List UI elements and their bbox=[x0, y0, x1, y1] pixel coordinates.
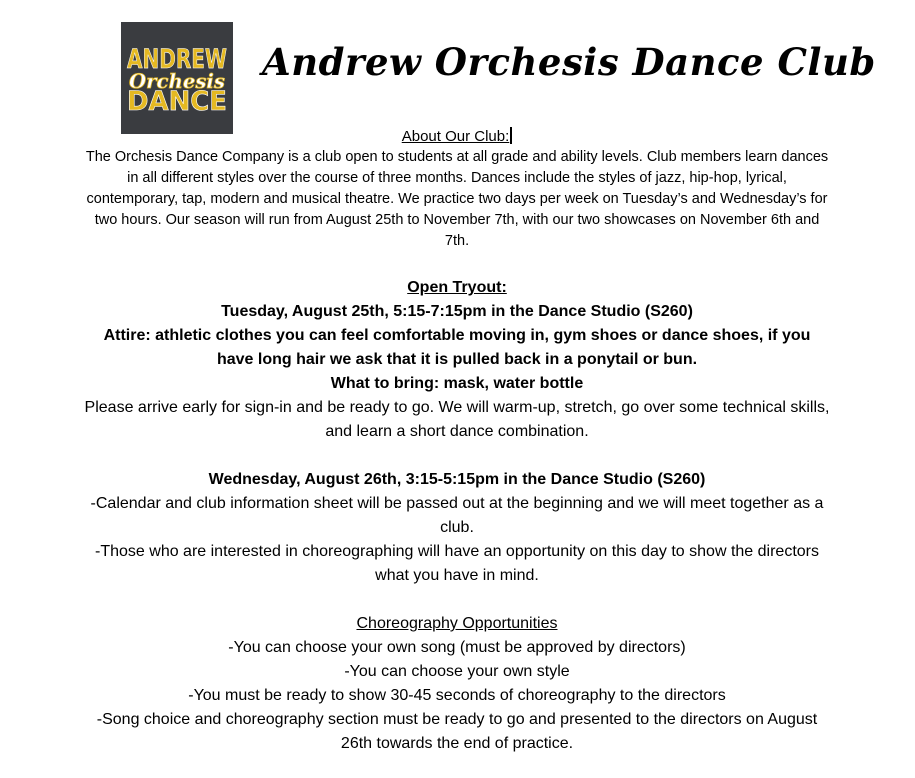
choreo-item: -You can choose your own song (must be approved by directors) bbox=[228, 639, 686, 656]
spacer bbox=[84, 252, 830, 276]
tryout-heading: Open Tryout: bbox=[407, 279, 507, 296]
tryout-bring: What to bring: mask, water bottle bbox=[330, 375, 584, 392]
page-title: Andrew Orchesis Dance Club bbox=[262, 40, 876, 84]
day2-heading: Wednesday, August 26th, 3:15-5:15pm in the Dance Studio (S260) bbox=[208, 471, 706, 488]
about-heading: About Our Club: bbox=[401, 128, 510, 145]
spacer bbox=[84, 588, 830, 612]
text-cursor bbox=[510, 127, 512, 144]
club-logo bbox=[121, 22, 233, 134]
about-heading-line bbox=[84, 127, 830, 147]
day2-item: -Calendar and club information sheet will be passed out at the beginning and we will meet together as a club. bbox=[90, 495, 824, 536]
about-paragraph: The Orchesis Dance Company is a club open to students at all grade and ability levels. Club members learn dances in all different styles over the course of three months. Dances include the styles of jazz, hip-hop, lyrical, contemporary, tap, modern and musical theatre. We practice two days per week on Tuesday’s and Wednesday’s for two hours. Our season will run from August 25th to November 7th, with our two showcases on November 6th and 7th. bbox=[85, 149, 829, 249]
spacer bbox=[84, 444, 830, 468]
logo-line2: Orchesis bbox=[129, 69, 225, 93]
choreo-heading: Choreography Opportunities bbox=[356, 615, 558, 632]
tryout-date: Tuesday, August 25th, 5:15-7:15pm in the Dance Studio (S260) bbox=[221, 303, 693, 320]
logo-line3: DANCE bbox=[127, 86, 227, 117]
choreo-item: -Song choice and choreography section must be ready to go and presented to the directors on August 26th towards the end of practice. bbox=[96, 711, 818, 752]
tryout-attire: Attire: athletic clothes you can feel comfortable moving in, gym shoes or dance shoes, if you have long hair we ask that it is pulled back in a ponytail or bun. bbox=[103, 327, 811, 368]
tryout-note: Please arrive early for sign-in and be ready to go. We will warm-up, stretch, go over some technical skills, and learn a short dance combination. bbox=[84, 399, 830, 440]
day2-item: -Those who are interested in choreographing will have an opportunity on this day to show the directors what you have in mind. bbox=[95, 543, 819, 584]
logo-line1: ANDREW bbox=[127, 44, 227, 75]
choreo-item: -You must be ready to show 30-45 seconds of choreography to the directors bbox=[188, 687, 726, 704]
logo-graphic bbox=[121, 22, 233, 134]
choreo-item: -You can choose your own style bbox=[344, 663, 570, 680]
document-body bbox=[84, 127, 830, 756]
